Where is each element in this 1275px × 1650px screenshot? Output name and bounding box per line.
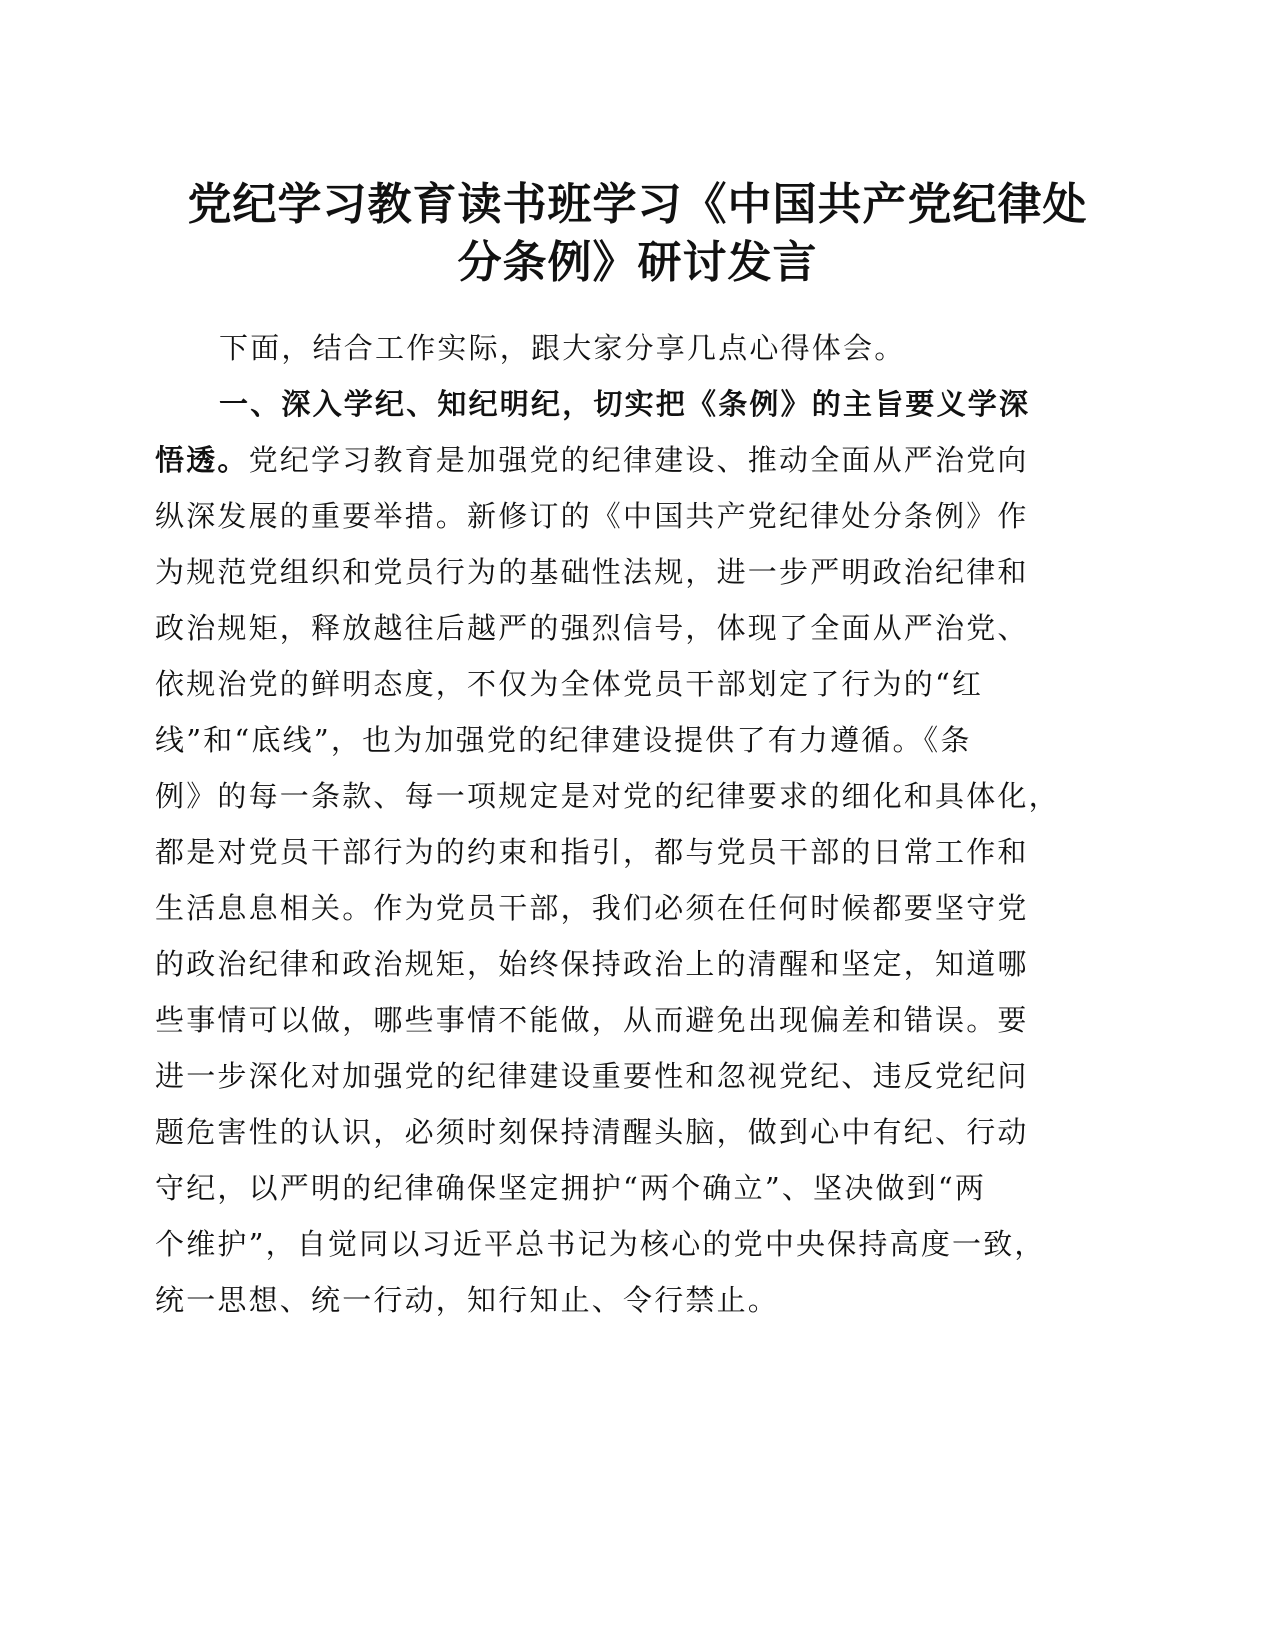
- section-1-heading-end: 悟透。: [155, 443, 249, 477]
- body-line: 进一步深化对加强党的纪律建设重要性和忽视党纪、违反党纪问: [155, 1059, 1029, 1093]
- intro-paragraph: [155, 320, 1105, 376]
- body-line: 例》的每一条款、每一项规定是对党的纪律要求的细化和具体化，: [155, 779, 1060, 813]
- document-title: [150, 176, 1125, 292]
- body-line: 依规治党的鲜明态度，不仅为全体党员干部划定了行为的“红: [155, 667, 984, 701]
- section-1-line-2: [155, 432, 1105, 488]
- body-line: 个维护”，自觉同以习近平总书记为核心的党中央保持高度一致，: [155, 1227, 1046, 1261]
- section-1-paragraph: [155, 376, 1105, 1328]
- title-line-2: 分条例》研讨发言: [457, 237, 818, 288]
- body-line: 守纪，以严明的纪律确保坚定拥护“两个确立”、坚决做到“两: [155, 1171, 987, 1205]
- body-line: 统一思想、统一行动，知行知止、令行禁止。: [155, 1283, 780, 1317]
- body-line: 政治规矩，释放越往后越严的强烈信号，体现了全面从严治党、: [155, 611, 1029, 645]
- document-body: [155, 320, 1105, 1328]
- body-line: 都是对党员干部行为的约束和指引，都与党员干部的日常工作和: [155, 835, 1029, 869]
- body-line: 的政治纪律和政治规矩，始终保持政治上的清醒和坚定，知道哪: [155, 947, 1029, 981]
- body-line: 纵深发展的重要举措。新修订的《中国共产党纪律处分条例》作: [155, 499, 1029, 533]
- intro-line: 下面，结合工作实际，跟大家分享几点心得体会。: [219, 331, 906, 365]
- body-line: 些事情可以做，哪些事情不能做，从而避免出现偏差和错误。要: [155, 1003, 1029, 1037]
- body-line: 生活息息相关。作为党员干部，我们必须在任何时候都要坚守党: [155, 891, 1029, 925]
- body-line: 题危害性的认识，必须时刻保持清醒头脑，做到心中有纪、行动: [155, 1115, 1029, 1149]
- body-line: 为规范党组织和党员行为的基础性法规，进一步严明政治纪律和: [155, 555, 1029, 589]
- section-1-line-2-text: 党纪学习教育是加强党的纪律建设、推动全面从严治党向: [248, 443, 1029, 477]
- section-1-heading: 一、深入学纪、知纪明纪，切实把《条例》的主旨要义学深: [219, 387, 1031, 421]
- title-line-1: 党纪学习教育读书班学习《中国共产党纪律处: [187, 179, 1088, 230]
- body-line: 线”和“底线”，也为加强党的纪律建设提供了有力遵循。《条: [155, 723, 972, 757]
